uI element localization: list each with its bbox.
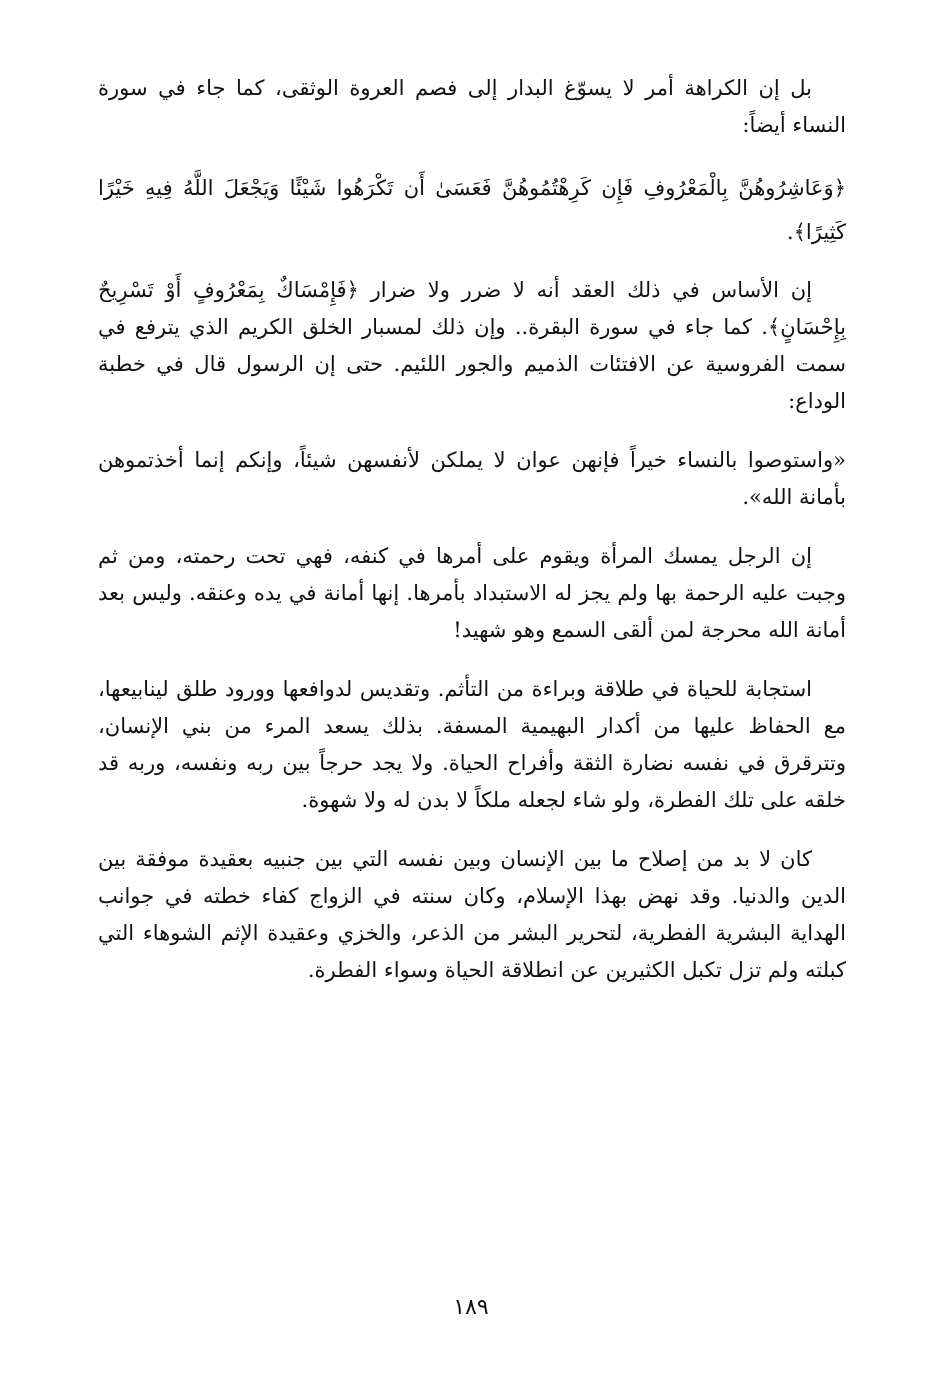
- hadith-quote: «واستوصوا بالنساء خيراً فإنهن عوان لا يملكن لأنفسهن شيئاً، وإنكم إنما أخذتموهن بأمانة الله».: [98, 448, 846, 509]
- quran-verse-1: ﴿وَعَاشِرُوهُنَّ بِالْمَعْرُوفِ فَإِن كَرِهْتُمُوهُنَّ فَعَسَىٰ أَن تَكْرَهُوا شَيْئًا وَيَجْعَلَ اللَّهُ فِيهِ خَيْرًا كَثِيرًا﴾.: [98, 176, 846, 244]
- page-number: ١٨٩: [453, 1295, 489, 1320]
- paragraph-5: كان لا بد من إصلاح ما بين الإنسان وبين نفسه التي بين جنبيه بعقيدة موفقة بين الدين والدنيا. وقد نهض بهذا الإسلام، وكان سنته في الزواج كفاء خطته في جوانب الهداية البشرية الفطرية، لتحرير البشر من الذعر، والخزي وعقيدة الإثم الشوهاء التي كبلته ولم تزل تكبل الكثيرين عن انطلاقة الحياة وسواء الفطرة.: [98, 847, 846, 982]
- paragraph-1: بل إن الكراهة أمر لا يسوّغ البدار إلى فصم العروة الوثقى، كما جاء في سورة النساء أيضاً:: [98, 76, 846, 137]
- paragraph-3: إن الرجل يمسك المرأة ويقوم على أمرها في كنفه، فهي تحت رحمته، ومن ثم وجبت عليه الرحمة بها ولم يجز له الاستبداد بأمرها. إنها أمانة في يده وعنقه. وليس بعد أمانة الله محرجة لمن ألقى السمع وهو شهيد!: [98, 544, 846, 642]
- page-text-block: [98, 70, 846, 1011]
- paragraph-2: إن الأساس في ذلك العقد أنه لا ضرر ولا ضرار ﴿فَإِمْسَاكٌ بِمَعْرُوفٍ أَوْ تَسْرِيحٌ بِإِحْسَانٍ﴾. كما جاء في سورة البقرة.. وإن ذلك لمسبار الخلق الكريم الذي يترفع في سمت الفروسية عن الافتئات الذميم والجور اللئيم. حتى إن الرسول قال في خطبة الوداع:: [98, 278, 846, 413]
- paragraph-4: استجابة للحياة في طلاقة وبراءة من التأثم. وتقديس لدوافعها وورود طلق لينابيعها، مع الحفاظ عليها من أكدار البهيمية المسفة. بذلك يسعد المرء من بني الإنسان، وتترقرق في نفسه نضارة الثقة وأفراح الحياة. ولا يجد حرجاً بين ربه ونفسه، وربه قد خلقه على تلك الفطرة، ولو شاء لجعله ملكاً لا بدن له ولا شهوة.: [98, 677, 846, 812]
